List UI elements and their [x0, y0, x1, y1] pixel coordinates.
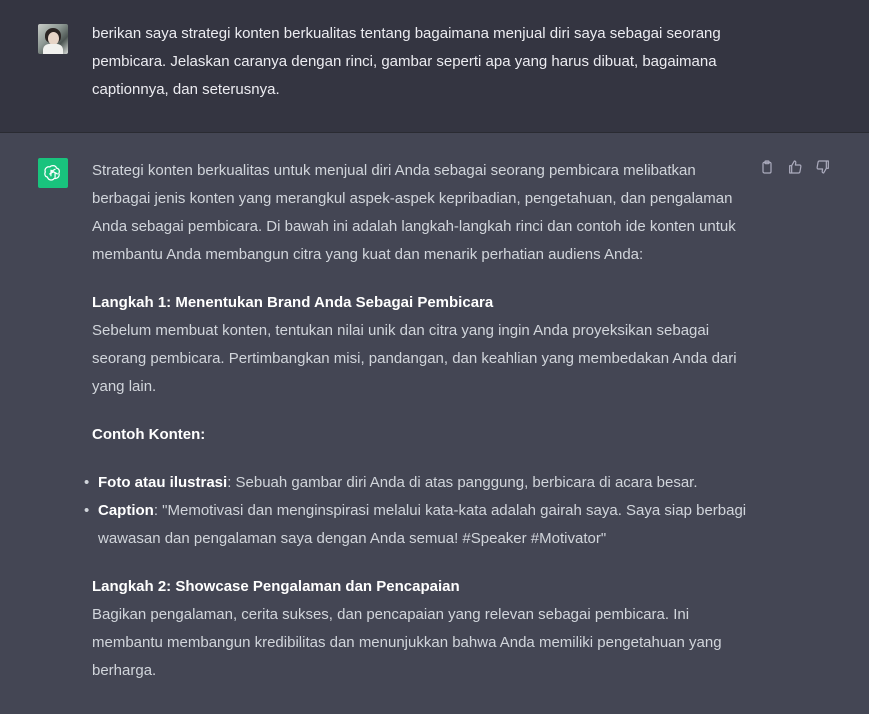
example-heading — [92, 421, 754, 449]
assistant-message-content — [92, 157, 754, 685]
user-message-row — [0, 0, 869, 133]
example-list — [92, 469, 754, 553]
intro-paragraph: Strategi konten berkualitas untuk menjual diri Anda sebagai seorang pembicara melibatkan berbagai jenis konten yang merangkul aspek-aspek kepribadian, pengetahuan, dan pengalaman Anda sebagai pembicara. Di bawah ini adalah langkah-langkah rinci dan contoh ide konten untuk membantu Anda membangun citra yang kuat dan menarik perhatian audiens Anda: — [92, 162, 736, 263]
step1-title: Langkah 1: Menentukan Brand Anda Sebagai Pembicara — [92, 294, 494, 311]
openai-logo-icon — [38, 158, 68, 188]
step1-block — [92, 289, 754, 401]
clipboard-icon[interactable] — [759, 159, 775, 175]
assistant-message-row — [0, 133, 869, 714]
step1-body: Sebelum membuat konten, tentukan nilai unik dan citra yang ingin Anda proyeksikan sebagai seorang pembicara. Pertimbangkan misi, pandangan, dan keahlian yang membedakan Anda dari yang lain. — [92, 322, 737, 395]
step2-title: Langkah 2: Showcase Pengalaman dan Pencapaian — [92, 578, 460, 595]
thumbs-down-icon[interactable] — [815, 159, 831, 175]
bullet-text: : "Memotivasi dan menginspirasi melalui kata-kata adalah gairah saya. Saya siap berbagi wawasan dan pengalaman saya dengan Anda semua! #Speaker #Motivator" — [98, 502, 747, 547]
user-avatar — [38, 24, 68, 54]
list-item — [92, 497, 754, 553]
step2-block — [92, 573, 754, 685]
example-heading-text: Contoh Konten: — [92, 426, 206, 443]
list-item — [92, 469, 754, 497]
bullet-label: Caption — [98, 502, 154, 519]
thumbs-up-icon[interactable] — [787, 159, 803, 175]
message-actions — [759, 159, 831, 175]
step2-body: Bagikan pengalaman, cerita sukses, dan pencapaian yang relevan sebagai pembicara. Ini membantu membangun kredibilitas dan menunjukkan bahwa Anda memiliki pengetahuan yang berharga. — [92, 606, 722, 679]
user-message-text: berikan saya strategi konten berkualitas tentang bagaimana menjual diri saya sebagai seorang pembicara. Jelaskan caranya dengan rinci, gambar seperti apa yang harus dibuat, bagaimana captionnya, dan seterusnya. — [92, 25, 721, 98]
bullet-label: Foto atau ilustrasi — [98, 474, 228, 491]
bullet-text: : Sebuah gambar diri Anda di atas panggung, berbicara di acara besar. — [227, 474, 698, 491]
